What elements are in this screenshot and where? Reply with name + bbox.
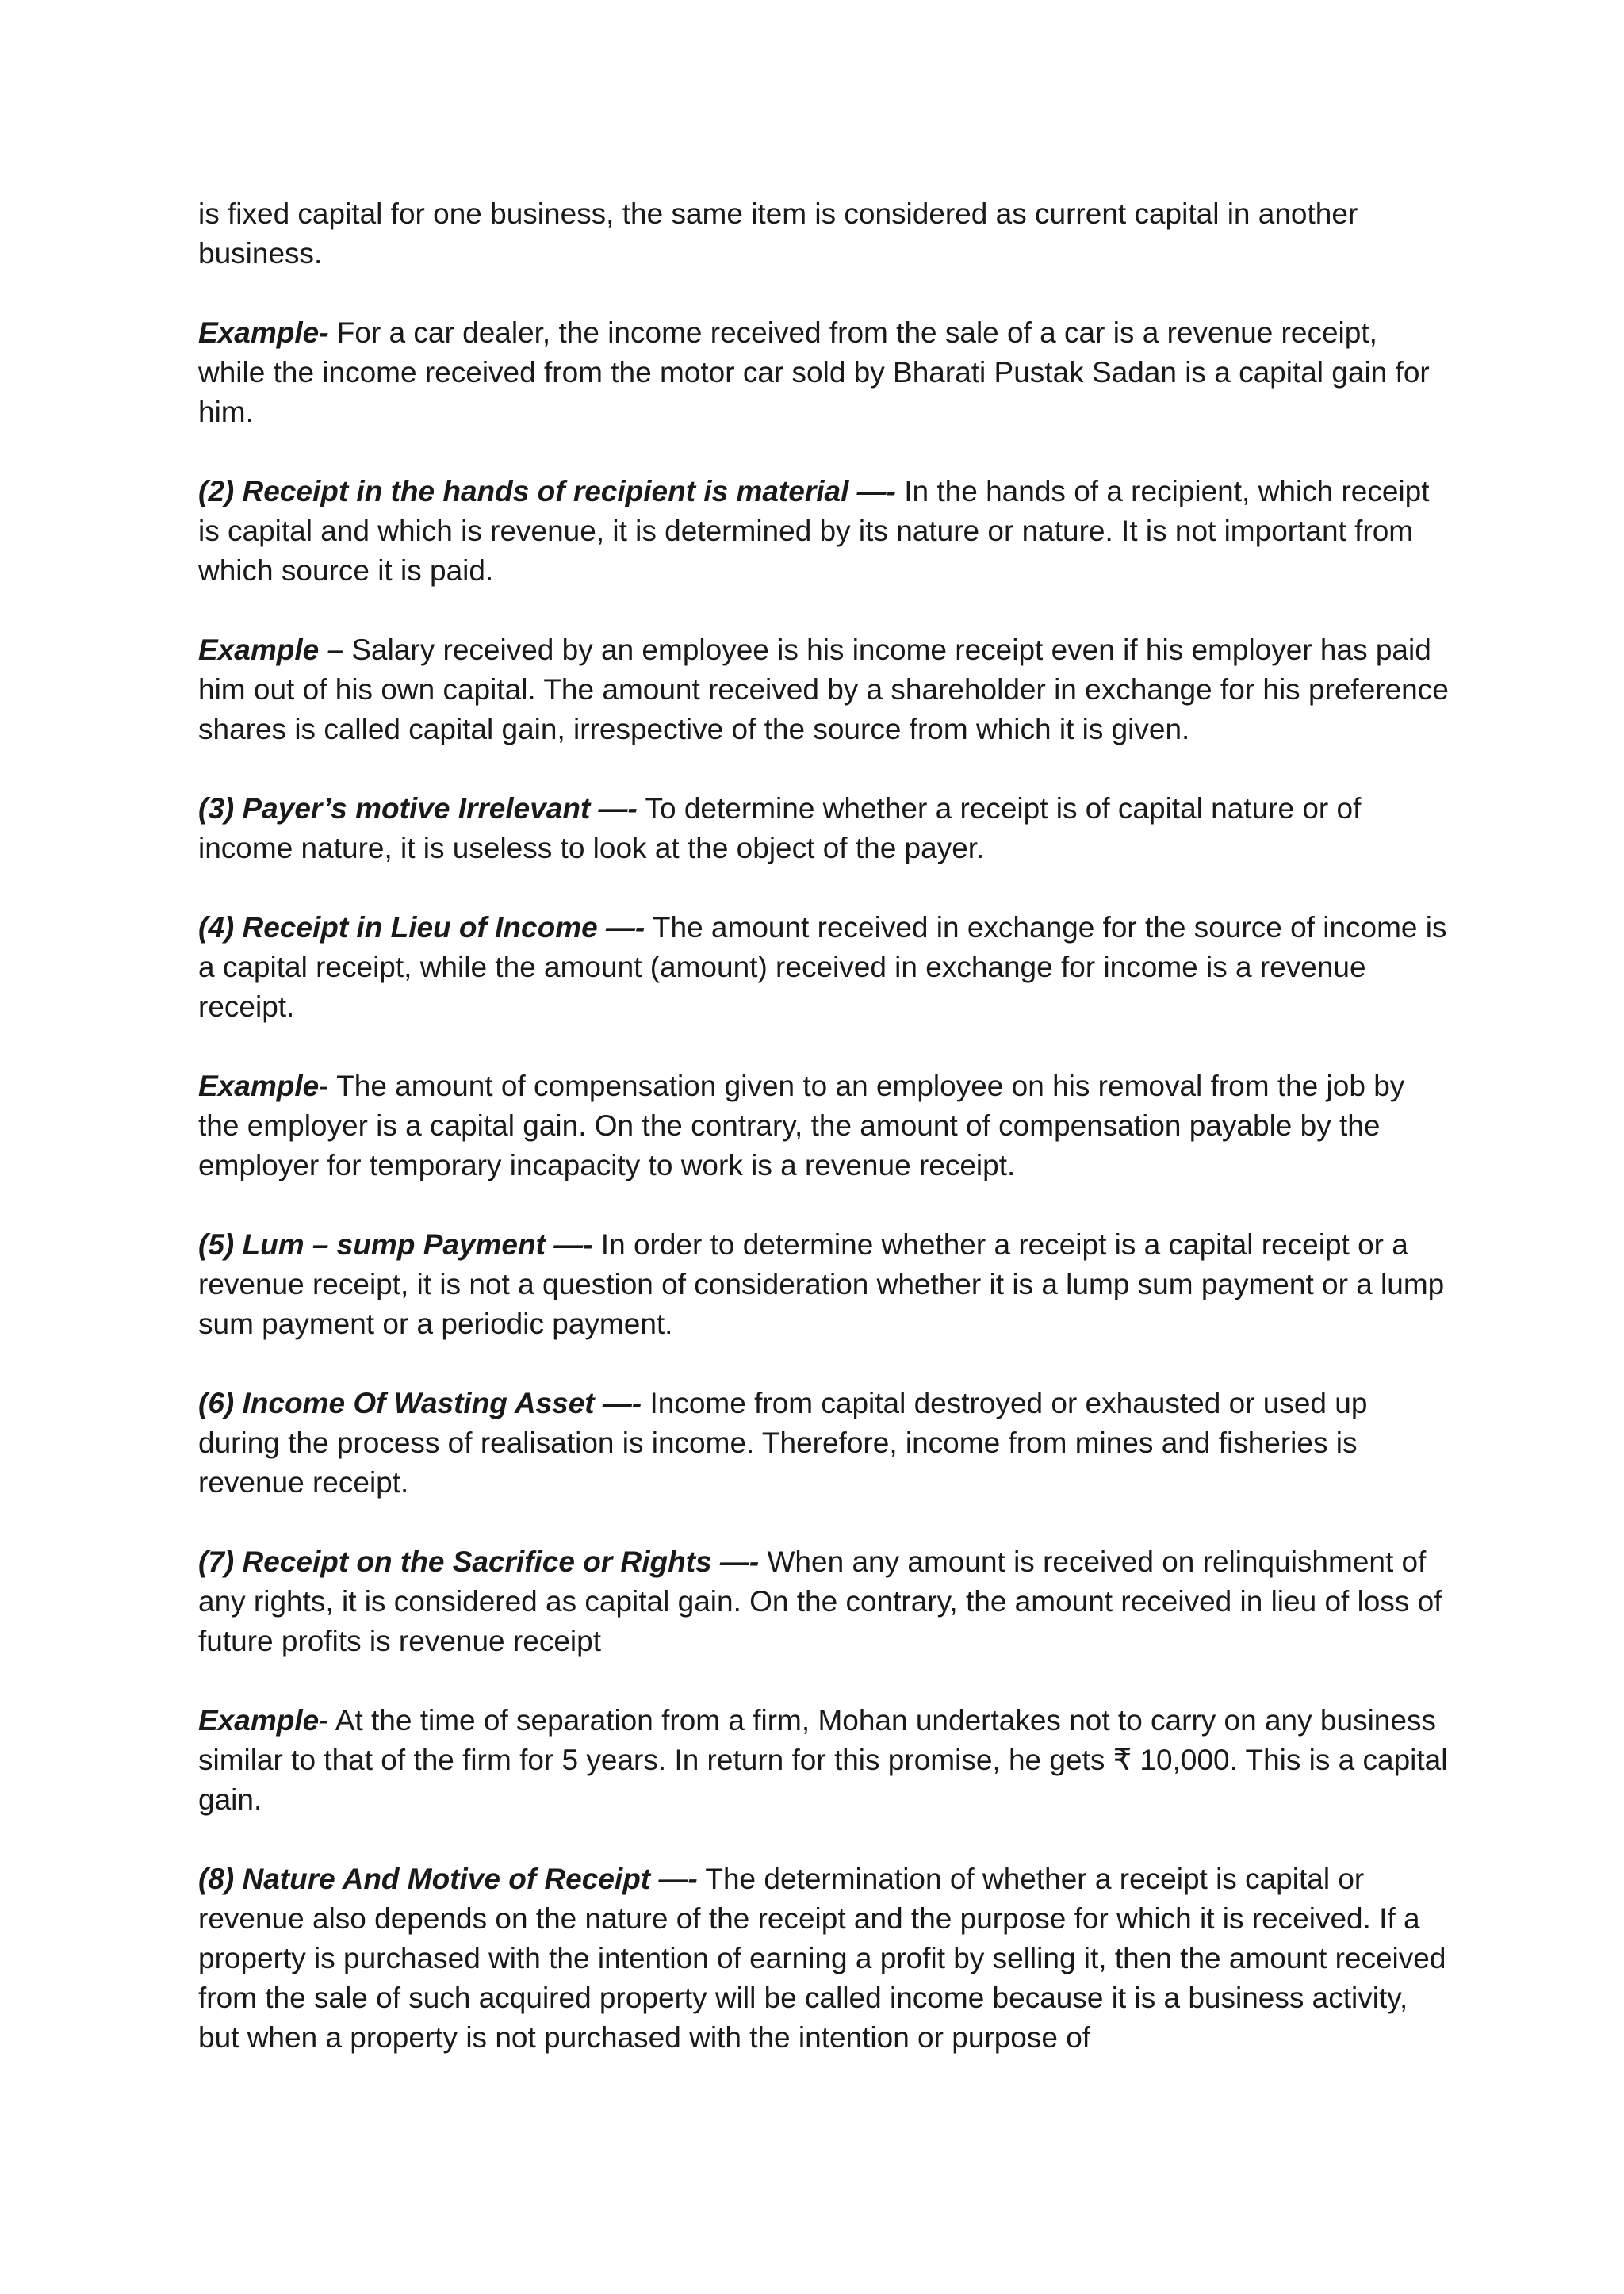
paragraph-text: - The amount of compensation given to an employee on his removal from the job by the employer is a capital gain. On the contrary, the amount of compensation payable by the employer for temporary incapacity to work is a revenue receipt. [198,1070,1405,1181]
paragraph-heading: (4) Receipt in Lieu of Income —- [198,911,645,944]
paragraph-heading: (2) Receipt in the hands of recipient is material —- [198,475,896,507]
paragraph-heading: Example – [198,634,344,666]
paragraph-point-6 [198,1384,1451,1503]
paragraph-heading: Example [198,1704,320,1737]
paragraph-heading: (6) Income Of Wasting Asset —- [198,1387,642,1419]
paragraph-heading: (8) Nature And Motive of Receipt —- [198,1863,698,1895]
paragraph-example-salary [198,630,1451,749]
paragraph-point-7 [198,1542,1451,1661]
paragraph-text: In the hands of a recipient, which receipt is capital and which is revenue, it is determined by its nature or nature. It is not important from which source it is paid. [198,475,1430,587]
paragraph-heading: Example- [198,316,329,349]
paragraph-heading: (7) Receipt on the Sacrifice or Rights —- [198,1545,760,1578]
paragraph-continuation [198,194,1451,274]
paragraph-text: is fixed capital for one business, the same item is considered as current capital in another business. [198,197,1358,270]
paragraph-point-4 [198,908,1451,1027]
paragraph-text: The determination of whether a receipt is capital or revenue also depends on the nature of the receipt and the purpose for which it is received. If a property is purchased with the intention of earning a profit by selling it, then the amount received from the sale of such acquired property will be called income because it is a business activity, but when a property is not purchased with the intention or purpose of [198,1863,1446,2054]
paragraph-example-compensation [198,1067,1451,1185]
paragraph-text: - At the time of separation from a firm, Mohan undertakes not to carry on any business similar to that of the firm for 5 years. In return for this promise, he gets ₹ 10,000. This is a capital gain. [198,1704,1448,1816]
paragraph-text: To determine whether a receipt is of capital nature or of income nature, it is useless to look at the object of the payer. [198,792,1362,864]
paragraph-example-mohan [198,1701,1451,1820]
paragraph-point-2 [198,472,1451,591]
paragraph-heading: Example [198,1070,320,1102]
paragraph-heading: (5) Lum – sump Payment —- [198,1228,593,1261]
paragraph-heading: (3) Payer’s motive Irrelevant —- [198,792,638,825]
paragraph-example-car-dealer [198,313,1451,432]
paragraph-text: The amount received in exchange for the source of income is a capital receipt, while the amount (amount) received in exchange for income is a revenue receipt. [198,911,1447,1023]
document-page [198,194,1451,2097]
paragraph-text: In order to determine whether a receipt is a capital receipt or a revenue receipt, it is not a question of consideration whether it is a lump sum payment or a lump sum payment or a periodic payment. [198,1228,1445,1340]
paragraph-text: Income from capital destroyed or exhausted or used up during the process of realisation is income. Therefore, income from mines and fisheries is revenue receipt. [198,1387,1368,1499]
paragraph-text: For a car dealer, the income received from the sale of a car is a revenue receipt, while the income received from the motor car sold by Bharati Pustak Sadan is a capital gain for him. [198,316,1430,428]
paragraph-text: When any amount is received on relinquishment of any rights, it is considered as capital gain. On the contrary, the amount received in lieu of loss of future profits is revenue receipt [198,1545,1442,1657]
paragraph-point-5 [198,1225,1451,1344]
paragraph-point-8 [198,1859,1451,2058]
paragraph-text: Salary received by an employee is his income receipt even if his employer has paid him out of his own capital. The amount received by a shareholder in exchange for his preference shares is called capital gain, irrespective of the source from which it is given. [198,634,1449,745]
paragraph-point-3 [198,789,1451,868]
